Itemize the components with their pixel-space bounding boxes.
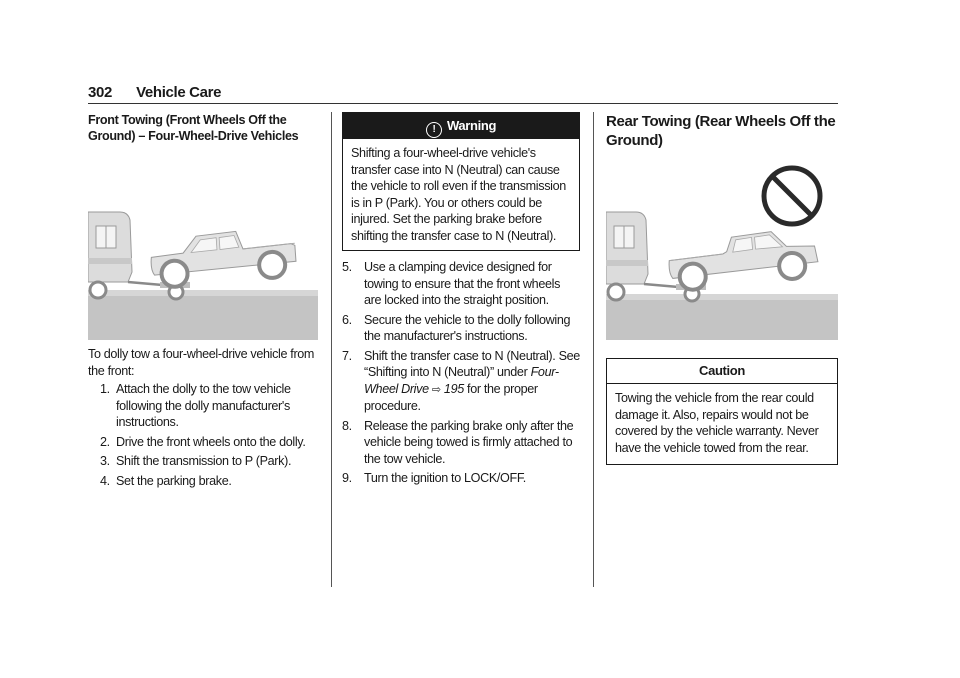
header-rule xyxy=(88,103,838,104)
step-text: Shift the transmission to P (Park). xyxy=(116,454,292,468)
step-text: Set the parking brake. xyxy=(116,473,232,488)
list-item xyxy=(342,418,580,468)
intro-paragraph: To dolly tow a four-wheel-drive vehicle from the front: xyxy=(88,347,315,378)
column-divider-right xyxy=(593,112,594,587)
rear-towing-drawing xyxy=(606,162,838,340)
list-item xyxy=(342,259,580,309)
warning-box xyxy=(342,112,580,251)
page-header xyxy=(88,84,838,102)
warning-text: Shifting a four-wheel-drive vehicle's transfer case into N (Neutral) can cause the vehicle to roll even if the transmission is in P (Park). You or others could be injured. Set the parking brake before shifting the transfer case to N (Neutral). xyxy=(351,146,566,243)
step-number: 5. xyxy=(342,260,352,274)
column-divider-left xyxy=(331,112,332,587)
step-text: Secure the vehicle to the dolly following the manufacturer's instructions. xyxy=(364,312,571,343)
subsection-heading: Front Towing (Front Wheels Off the Ground) – Four-Wheel-Drive Vehicles xyxy=(88,113,299,143)
step-number: 4. xyxy=(100,473,110,488)
list-item xyxy=(88,434,318,451)
step-text: Drive the front wheels onto the dolly. xyxy=(116,434,306,449)
warning-title: Warning xyxy=(446,118,497,133)
section-title: Vehicle Care xyxy=(136,84,222,101)
page-reference-arrow-icon: ⇨ xyxy=(431,383,441,396)
step7-text-after: for the proper procedure. xyxy=(364,381,538,413)
caution-text: Towing the vehicle from the rear could damage it. Also, repairs would not be covered by the vehicle warranty. Never have the vehicle towed from the rear. xyxy=(615,391,819,455)
step-number: 7. xyxy=(342,348,352,363)
warning-header xyxy=(343,113,579,139)
cross-reference-link[interactable]: Four-Wheel Drive xyxy=(364,365,559,396)
middle-steps-list xyxy=(342,259,580,487)
step-number: 1. xyxy=(100,382,110,396)
list-item xyxy=(88,473,318,490)
step-text: Use a clamping device designed for towing to ensure that the front wheels are locked into the straight position. xyxy=(364,260,561,307)
section-heading: Rear Towing (Rear Wheels Off the Ground) xyxy=(606,113,836,149)
step-number: 6. xyxy=(342,312,352,327)
left-column xyxy=(88,112,318,489)
caution-box xyxy=(606,358,838,465)
list-item xyxy=(342,312,580,345)
step-number: 9. xyxy=(342,471,352,485)
list-item xyxy=(342,470,580,487)
list-item xyxy=(88,453,318,470)
page-number: 302 xyxy=(88,84,112,101)
list-item xyxy=(88,381,318,431)
step-number: 8. xyxy=(342,418,352,433)
middle-column xyxy=(342,112,580,487)
cross-reference-page[interactable]: 195 xyxy=(443,381,464,396)
left-steps-list xyxy=(88,381,318,489)
warning-exclamation-icon: ! xyxy=(426,122,442,138)
list-item xyxy=(342,348,580,415)
step-text xyxy=(364,348,580,415)
step-text: Attach the dolly to the tow vehicle following the dolly manufacturer's instructions. xyxy=(116,382,291,429)
step-number: 2. xyxy=(100,434,110,449)
step-number: 3. xyxy=(100,454,110,468)
caution-title: Caution xyxy=(607,359,837,384)
right-column xyxy=(606,112,838,465)
rear-towing-prohibited-illustration xyxy=(606,162,838,340)
step7-text-before: Shift the transfer case to N (Neutral). See “Shifting into N (Neutral)” under xyxy=(364,348,580,379)
front-dolly-towing-drawing xyxy=(88,154,318,340)
step-text: Release the parking brake only after the vehicle being towed is firmly attached to the tow vehicle. xyxy=(364,418,574,466)
step-text: Turn the ignition to LOCK/OFF. xyxy=(364,471,526,485)
front-dolly-towing-illustration xyxy=(88,154,318,340)
